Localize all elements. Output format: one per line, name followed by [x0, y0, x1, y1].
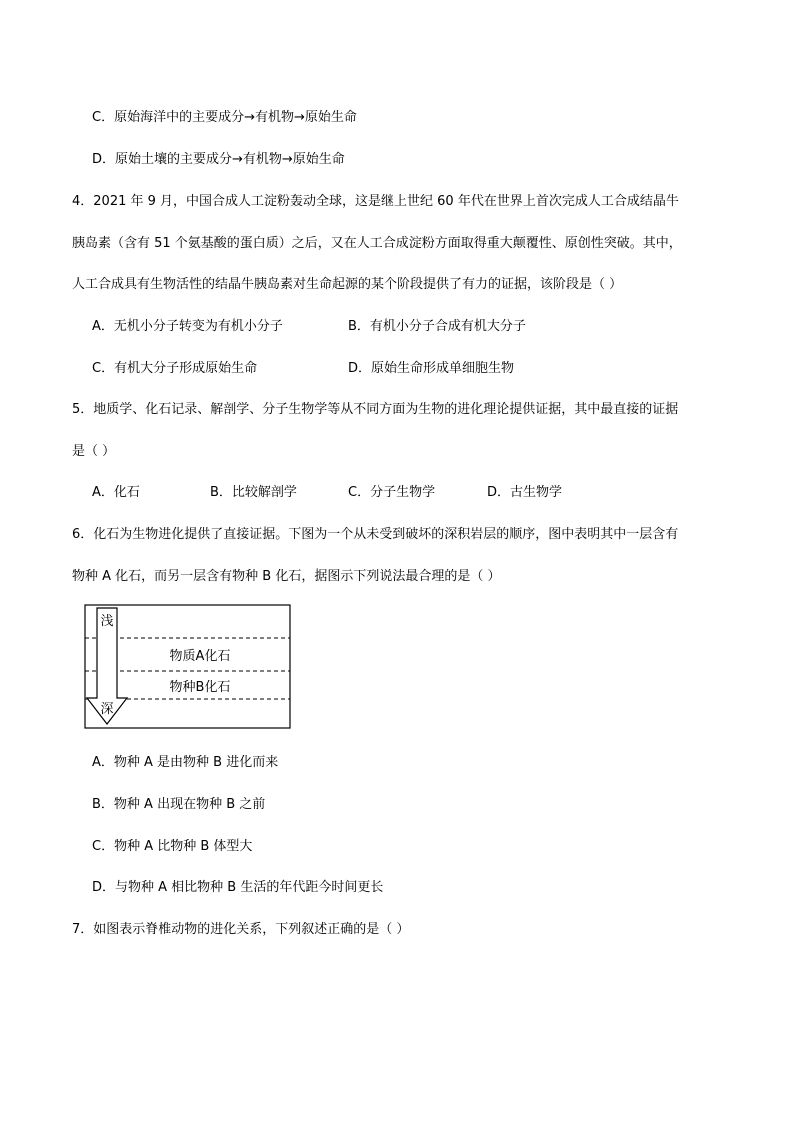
option-d: D．原始土壤的主要成分→有机物→原始生命 — [92, 152, 345, 167]
q4-option-a: A．无机小分子转变为有机小分子 — [92, 319, 283, 334]
q5-option-b: B．比较解剖学 — [210, 485, 297, 500]
q4-option-d: D．原始生命形成单细胞生物 — [348, 361, 515, 376]
deep-label: 深 — [100, 702, 114, 717]
q6-option-b: B．物种 A 出现在物种 B 之前 — [92, 797, 266, 812]
stratum-layer-2-label: 物种B化石 — [169, 680, 231, 695]
q4-option-b: B．有机小分子合成有机大分子 — [348, 319, 526, 334]
q5-stem-line1: 5．地质学、化石记录、解剖学、分子生物学等从不同方面为生物的进化理论提供证据，其中最直接的证据 — [72, 402, 679, 417]
shallow-label: 浅 — [100, 614, 114, 629]
q6-option-a: A．物种 A 是由物种 B 进化而来 — [92, 755, 279, 770]
q6-option-c: C．物种 A 比物种 B 体型大 — [92, 839, 253, 854]
q6-option-d: D．与物种 A 相比物种 B 生活的年代距今时间更长 — [92, 880, 384, 895]
rock-strata-figure — [84, 604, 292, 730]
q4-stem-line1: 4．2021 年 9 月，中国合成人工淀粉轰动全球，这是继上世纪 60 年代在世界上首次完成人工合成结晶牛 — [72, 194, 679, 209]
stratum-layer-1-label: 物质A化石 — [169, 649, 231, 664]
q4-stem-line2: 胰岛素（含有 51 个氨基酸的蛋白质）之后，又在人工合成淀粉方面取得重大颠覆性、原创性突破。其中， — [72, 236, 682, 251]
q5-stem-line2: 是（ ） — [72, 444, 116, 459]
option-c: C．原始海洋中的主要成分→有机物→原始生命 — [92, 110, 357, 125]
q7-stem-line1: 7．如图表示脊椎动物的进化关系，下列叙述正确的是（ ） — [72, 922, 410, 937]
q4-stem-line3: 人工合成具有生物活性的结晶牛胰岛素对生命起源的某个阶段提供了有力的证据，该阶段是（ ） — [72, 277, 623, 292]
q5-option-a: A．化石 — [92, 485, 140, 500]
q6-stem-line2: 物种 A 化石，而另一层含有物种 B 化石，据图示下列说法最合理的是（ ） — [72, 569, 501, 584]
q5-option-d: D．古生物学 — [487, 485, 563, 500]
q4-option-c: C．有机大分子形成原始生命 — [92, 361, 258, 376]
q6-stem-line1: 6．化石为生物进化提供了直接证据。下图为一个从未受到破坏的深积岩层的顺序，图中表明其中一层含有 — [72, 527, 679, 542]
q5-option-c: C．分子生物学 — [348, 485, 436, 500]
